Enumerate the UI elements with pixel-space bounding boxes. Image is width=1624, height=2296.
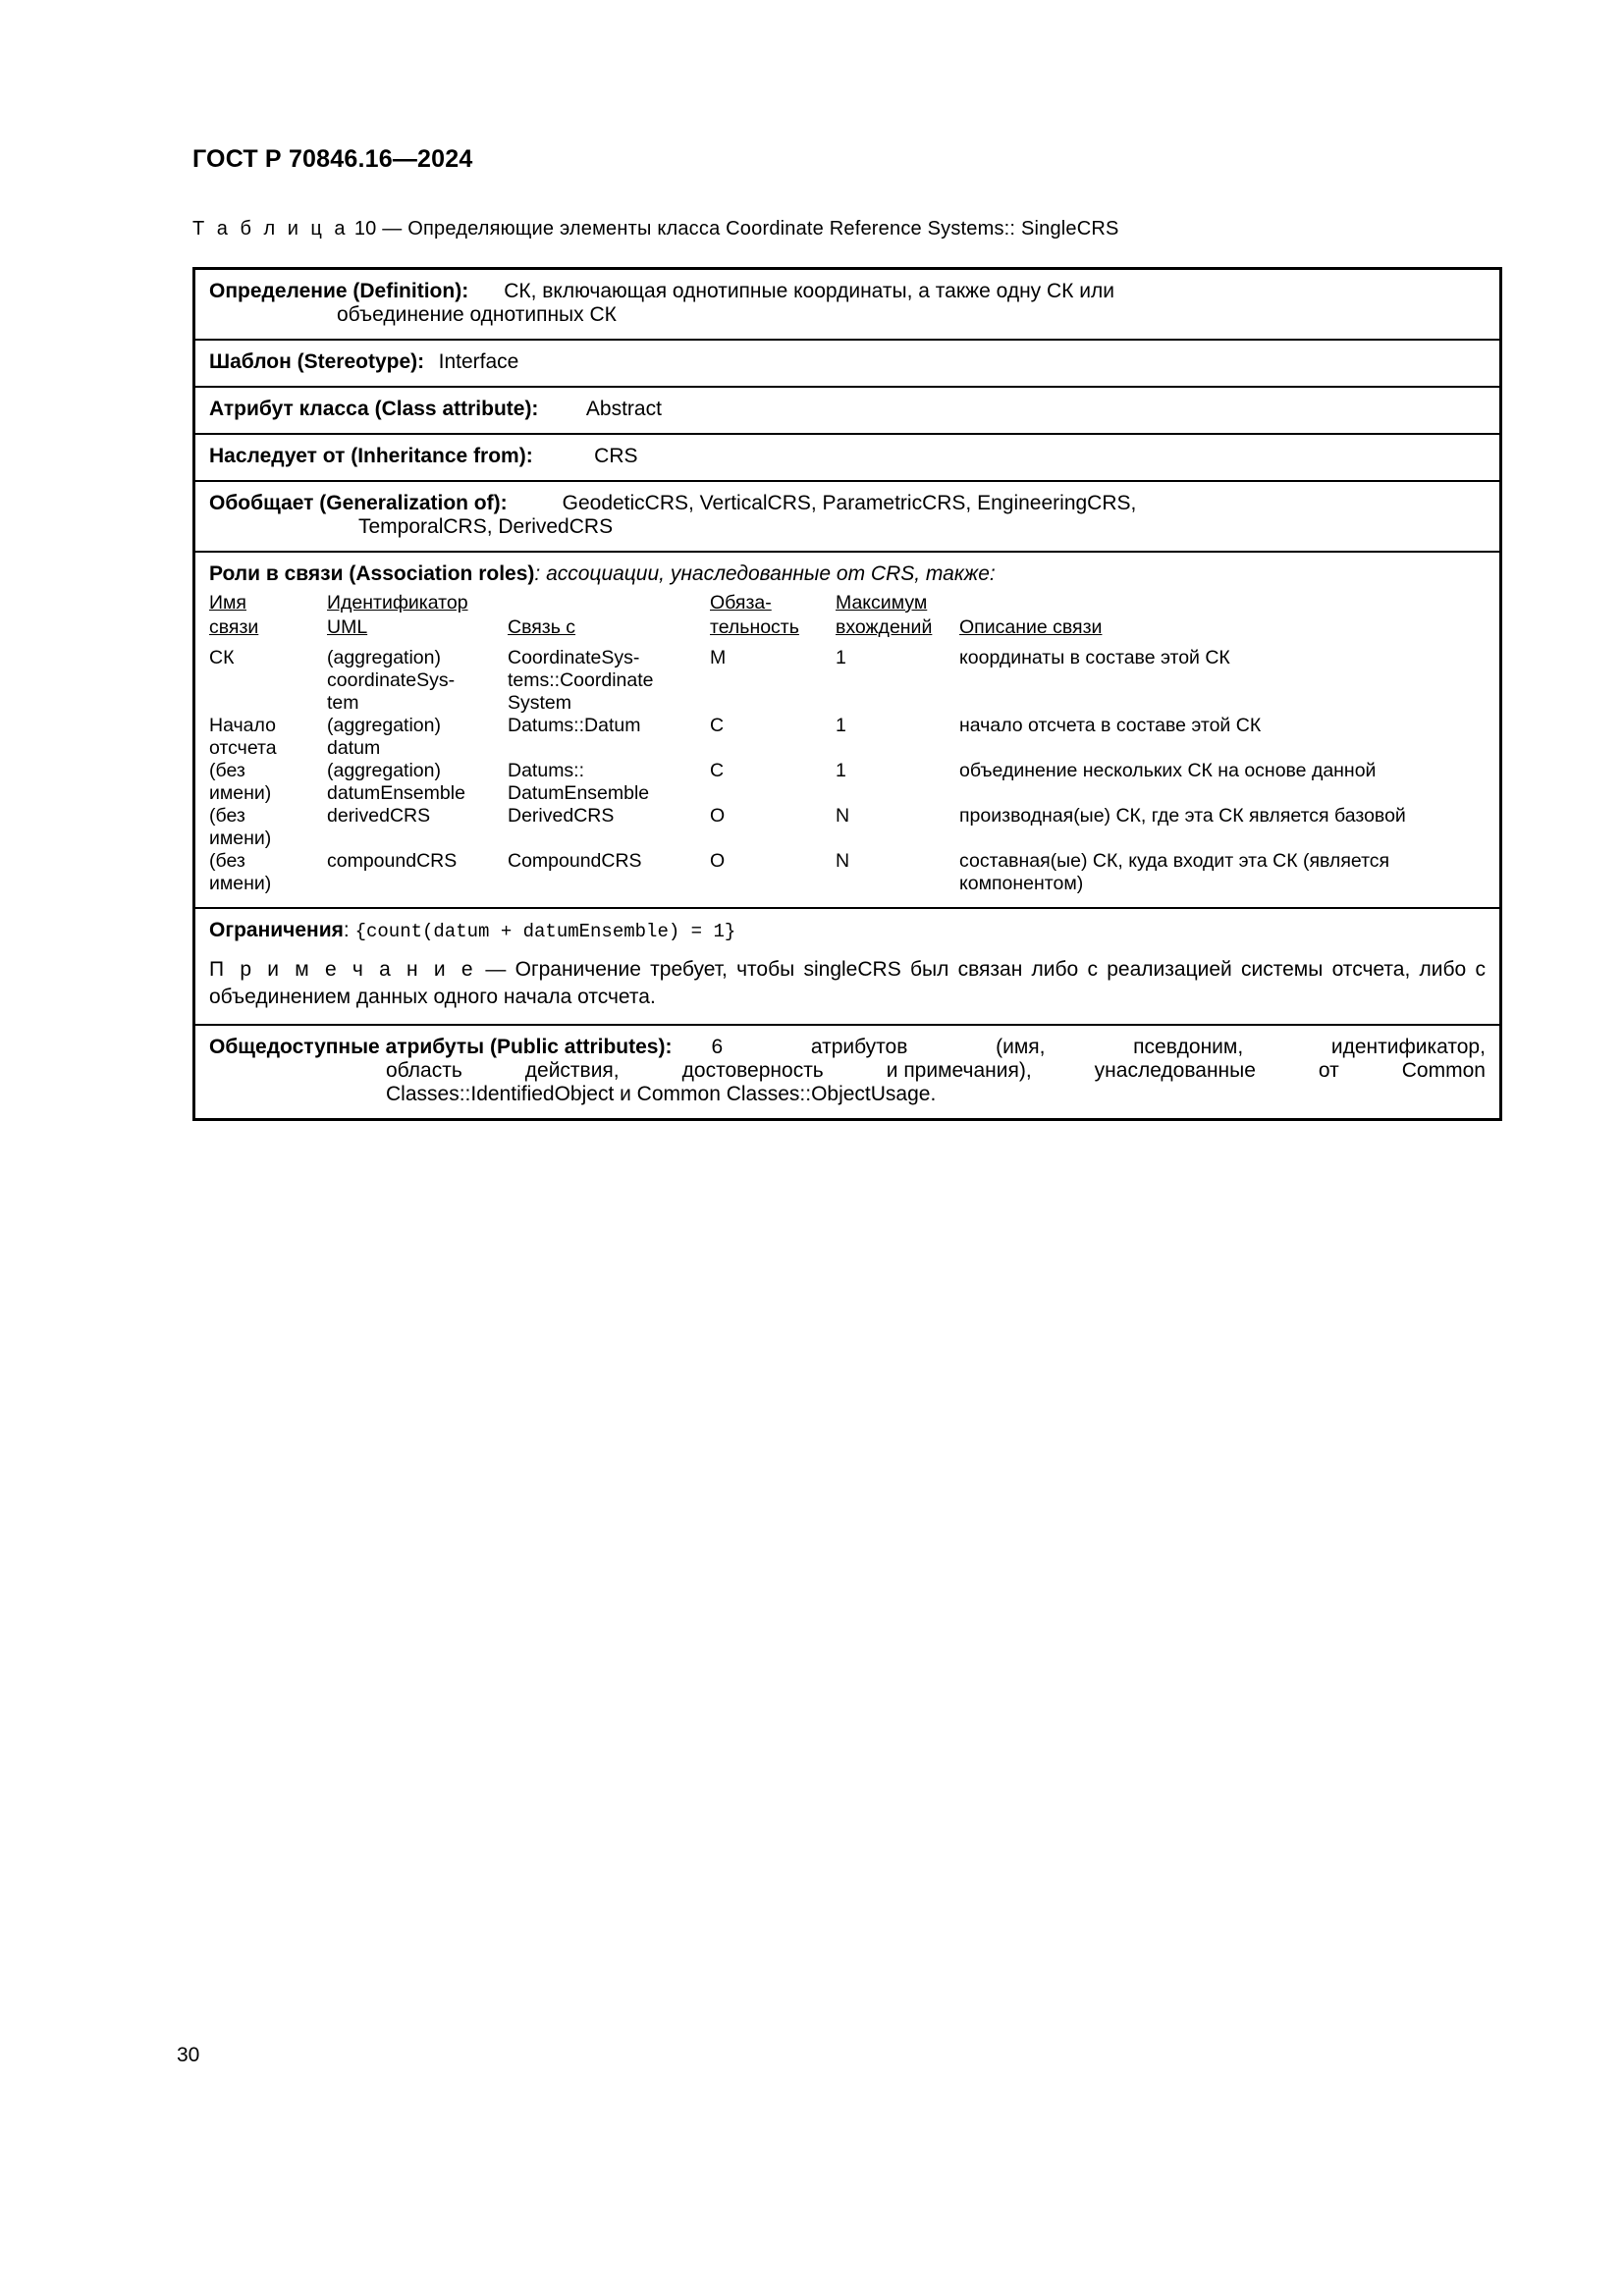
assoc-name-line: (без xyxy=(209,850,245,872)
assoc-with-line: Datums:: xyxy=(508,760,585,781)
definition-value-line2: объединение однотипных СК xyxy=(337,303,617,326)
definition-table xyxy=(192,267,1502,1121)
table-caption-dash: — xyxy=(382,218,403,240)
constraints-label-tail: : xyxy=(343,919,350,941)
assoc-uml xyxy=(327,715,508,760)
assoc-uml xyxy=(327,641,508,715)
assoc-max: N xyxy=(836,805,850,827)
association-roles-label-tail: : ассоциации, унаследованные от CRS, также: xyxy=(534,562,996,585)
assoc-obligation: С xyxy=(710,715,725,736)
pub-word: действия, xyxy=(524,1058,620,1082)
assoc-uml-line: compoundCRS xyxy=(327,850,458,872)
pub-word: (имя, xyxy=(996,1035,1046,1058)
assoc-with-line: tems::Coordinate xyxy=(508,669,654,691)
assoc-uml xyxy=(327,805,508,850)
assoc-uml-line: (aggregation) xyxy=(327,647,441,668)
table-row-generalization xyxy=(195,482,1499,553)
assoc-name xyxy=(209,715,327,760)
table-caption-number: 10 xyxy=(353,218,377,240)
table-row-stereotype xyxy=(195,341,1499,388)
assoc-with-line: DatumEnsemble xyxy=(508,782,650,804)
assoc-name-line: отсчета xyxy=(209,737,277,759)
assoc-col-name-l2: связи xyxy=(209,616,259,638)
assoc-name-line: имени) xyxy=(209,828,272,849)
definition-label: Определение (Definition): xyxy=(209,280,469,302)
assoc-max: 1 xyxy=(836,760,846,781)
assoc-name-line: (без xyxy=(209,805,245,827)
table-row-association-roles xyxy=(195,553,1499,909)
assoc-col-uml-l1: Идентификатор xyxy=(327,592,468,614)
public-attributes-line1 xyxy=(711,1036,1486,1059)
assoc-with xyxy=(508,641,710,715)
assoc-name-line: имени) xyxy=(209,782,272,804)
table-row-constraints xyxy=(195,909,1499,1026)
pub-word: и примечания), xyxy=(886,1058,1032,1082)
public-attributes-label: Общедоступные атрибуты (Public attributes): xyxy=(209,1035,673,1058)
assoc-col-oblig-l1: Обяза- xyxy=(710,592,772,614)
note-word: П р и м е ч а н и е xyxy=(209,958,477,981)
assoc-obligation: С xyxy=(710,760,725,781)
public-attributes-line3: Classes::IdentifiedObject и Common Classes::ObjectUsage. xyxy=(386,1082,937,1105)
assoc-max: N xyxy=(836,850,850,872)
page-number: 30 xyxy=(177,2044,200,2066)
assoc-uml-line: tem xyxy=(327,692,359,714)
assoc-name xyxy=(209,850,327,895)
association-roles-heading xyxy=(209,562,1486,586)
class-attribute-value: Abstract xyxy=(585,398,662,420)
assoc-uml xyxy=(327,850,508,895)
assoc-description: объединение нескольких СК на основе данной xyxy=(959,760,1377,781)
assoc-obligation: M xyxy=(710,647,727,668)
assoc-with xyxy=(508,760,710,805)
constraints-note xyxy=(209,956,1486,1012)
note-dash: — xyxy=(485,958,507,981)
assoc-obligation: О xyxy=(710,850,726,872)
assoc-col-uml-l2: UML xyxy=(327,616,368,638)
inheritance-value: CRS xyxy=(594,445,638,467)
table-row-public-attributes xyxy=(195,1026,1499,1118)
assoc-with xyxy=(508,715,710,760)
assoc-col-max-l2: вхождений xyxy=(836,616,933,638)
table-row-class-attribute xyxy=(195,388,1499,435)
assoc-with-line: Datums::Datum xyxy=(508,715,641,736)
assoc-description: составная(ые) СК, куда входит эта СК (является компонентом) xyxy=(959,850,1390,894)
assoc-with-line: DerivedCRS xyxy=(508,805,615,827)
assoc-obligation: О xyxy=(710,805,726,827)
constraints-value: {count(datum + datumEnsemble) = 1} xyxy=(354,921,736,942)
public-attributes-line2 xyxy=(386,1059,1486,1083)
definition-value-line1: СК, включающая однотипные координаты, а также одну СК или xyxy=(504,280,1114,302)
pub-word: псевдоним, xyxy=(1133,1035,1244,1058)
table-caption-text: Определяющие элементы класса Coordinate Reference Systems:: SingleCRS xyxy=(407,218,1119,240)
assoc-with-line: CompoundCRS xyxy=(508,850,642,872)
assoc-col-name-l1: Имя xyxy=(209,592,246,614)
assoc-uml xyxy=(327,760,508,805)
table-row-definition xyxy=(195,270,1499,341)
pub-word: Common xyxy=(1401,1058,1486,1082)
table-caption xyxy=(192,218,1119,240)
inheritance-label: Наследует от (Inheritance from): xyxy=(209,445,533,467)
pub-word: достоверность xyxy=(681,1058,824,1082)
assoc-with-line: System xyxy=(508,692,572,714)
assoc-name xyxy=(209,805,327,850)
generalization-value-line1: GeodeticCRS, VerticalCRS, ParametricCRS, EngineeringCRS, xyxy=(562,492,1137,514)
constraints-label: Ограничения xyxy=(209,919,344,941)
constraints-line xyxy=(209,919,1486,942)
assoc-name-line: (без xyxy=(209,760,245,781)
table-row xyxy=(209,760,1486,805)
assoc-name-line: Начало xyxy=(209,715,276,736)
assoc-max: 1 xyxy=(836,715,846,736)
note-text: Ограничение требует, чтобы singleCRS был связан либо с реализацией системы отсчета, либо с объединением данных одного начала отсчета. xyxy=(209,958,1486,1009)
pub-word: от xyxy=(1318,1058,1339,1082)
pub-word: область xyxy=(386,1058,462,1082)
table-row xyxy=(209,805,1486,850)
assoc-uml-line: coordinateSys- xyxy=(327,669,456,691)
assoc-description: начало отсчета в составе этой СК xyxy=(959,715,1262,736)
assoc-name-line: имени) xyxy=(209,873,272,894)
assoc-header-row-2 xyxy=(209,616,1486,641)
assoc-col-max-l1: Максимум xyxy=(836,592,928,614)
assoc-header-row-1 xyxy=(209,592,1486,616)
assoc-with xyxy=(508,805,710,850)
assoc-description: производная(ые) СК, где эта СК является базовой xyxy=(959,805,1406,827)
pub-word: 6 xyxy=(711,1035,724,1058)
page-header-standard: ГОСТ Р 70846.16—2024 xyxy=(192,145,473,173)
assoc-with-line: CoordinateSys- xyxy=(508,647,640,668)
generalization-label: Обобщает (Generalization of): xyxy=(209,492,508,514)
stereotype-label: Шаблон (Stereotype): xyxy=(209,350,425,373)
pub-word: атрибутов xyxy=(810,1035,908,1058)
generalization-value-line2: TemporalCRS, DerivedCRS xyxy=(358,515,614,538)
assoc-name xyxy=(209,760,327,805)
stereotype-value: Interface xyxy=(438,350,519,373)
table-caption-prefix: Т а б л и ц а xyxy=(192,218,350,240)
assoc-uml-line: datum xyxy=(327,737,381,759)
assoc-uml-line: (aggregation) xyxy=(327,760,441,781)
assoc-description: координаты в составе этой СК xyxy=(959,647,1230,668)
pub-word: унаследованные xyxy=(1094,1058,1256,1082)
assoc-uml-line: datumEnsemble xyxy=(327,782,465,804)
assoc-col-desc-l2: Описание связи xyxy=(959,616,1103,638)
association-roles-table xyxy=(209,592,1486,895)
association-roles-label: Роли в связи (Association roles) xyxy=(209,562,535,585)
table-row xyxy=(209,850,1486,895)
class-attribute-label: Атрибут класса (Class attribute): xyxy=(209,398,539,420)
assoc-max: 1 xyxy=(836,647,846,668)
assoc-col-oblig-l2: тельность xyxy=(710,616,799,638)
assoc-name: СК xyxy=(209,647,235,668)
assoc-uml-line: derivedCRS xyxy=(327,805,431,827)
table-row-inheritance xyxy=(195,435,1499,482)
table-row xyxy=(209,715,1486,760)
assoc-col-with-l2: Связь с xyxy=(508,616,576,638)
table-row xyxy=(209,641,1486,715)
assoc-with xyxy=(508,850,710,895)
pub-word: идентификатор, xyxy=(1330,1035,1486,1058)
assoc-uml-line: (aggregation) xyxy=(327,715,441,736)
